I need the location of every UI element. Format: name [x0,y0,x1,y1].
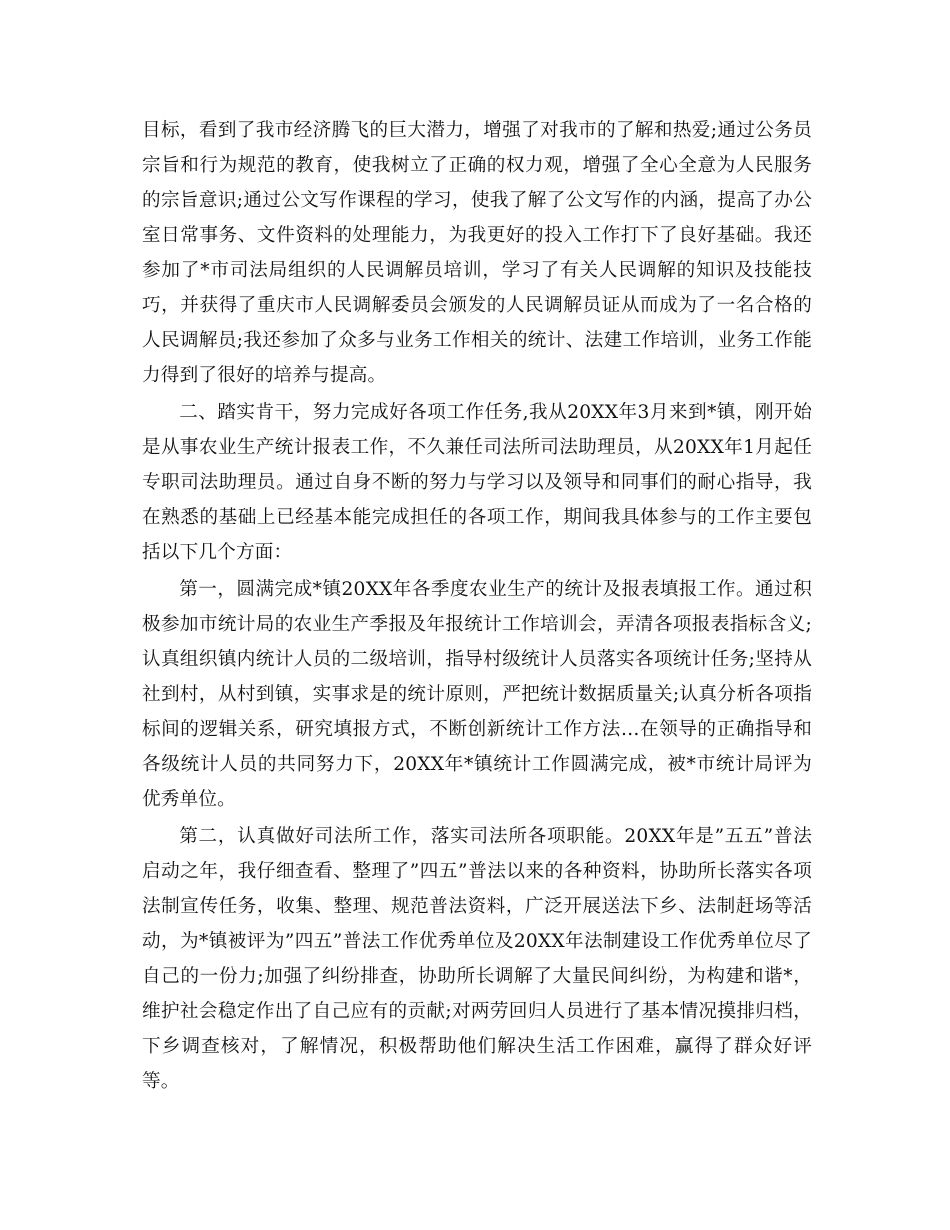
paragraph-training-summary: 目标，看到了我市经济腾飞的巨大潜力，增强了对我市的了解和热爱;通过公务员宗旨和行为规范的教育，使我树立了正确的权力观，增强了全心全意为人民服务的宗旨意识;通过公文写作课程的学习，使我了解了公文写作的内涵，提高了办公室日常事务、文件资料的处理能力，为我更好的投入工作打下了良好基础。我还参加了*市司法局组织的人民调解员培训，学习了有关人民调解的知识及技能技巧，并获得了重庆市人民调解委员会颁发的人民调解员证从而成为了一名合格的人民调解员;我还参加了众多与业务工作相关的统计、法建工作培训，业务工作能力得到了很好的培养与提高。 [142,120,812,386]
paragraph-statistics-work: 第一，圆满完成*镇20XX年各季度农业生产的统计及报表填报工作。通过积极参加市统计局的农业生产季报及年报统计工作培训会，弄清各项报表指标含义;认真组织镇内统计人员的二级培训，指导村级统计人员落实各项统计任务;坚持从社到村，从村到镇，实事求是的统计原则，严把统计数据质量关;认真分析各项指标间的逻辑关系，研究填报方式，不断创新统计工作方法…在领导的正确指导和各级统计人员的共同努力下，20XX年*镇统计工作圆满完成，被*市统计局评为优秀单位。 [142,579,812,810]
paragraph-work-tasks: 二、踏实肯干，努力完成好各项工作任务,我从20XX年3月来到*镇，刚开始是从事农业生产统计报表工作，不久兼任司法所司法助理员，从20XX年1月起任专职司法助理员。通过自身不断的努力与学习以及领导和同事们的耐心指导，我在熟悉的基础上已经基本能完成担任的各项工作，期间我具体参与的工作主要包括以下几个方面： [142,402,812,563]
document-page [142,113,812,1101]
paragraph-judicial-work: 第二，认真做好司法所工作，落实司法所各项职能。20XX年是”五五”普法启动之年，我仔细查看、整理了”四五”普法以来的各种资料，协助所长落实各项法制宣传任务，收集、整理、规范普法资料，广泛开展送法下乡、法制赶场等活动，为*镇被评为”四五”普法工作优秀单位及20XX年法制建设工作优秀单位尽了自己的一份力;加强了纠纷排查，协助所长调解了大量民间纠纷，为构建和谐*，维护社会稳定作出了自己应有的贡献;对两劳回归人员进行了基本情况摸排归档，下乡调查核对，了解情况，积极帮助他们解决生活工作困难，赢得了群众好评等。 [142,826,812,1092]
